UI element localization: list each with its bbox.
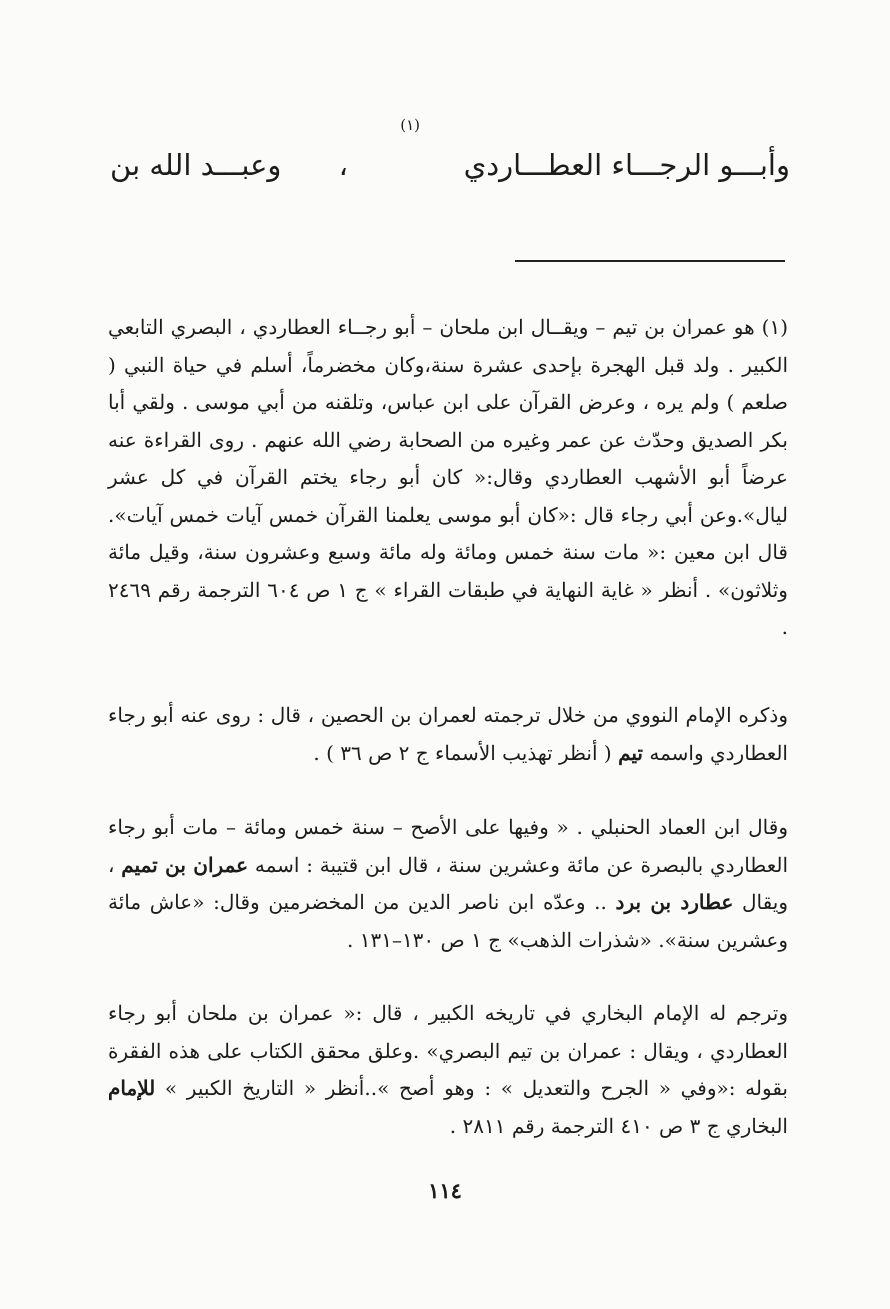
- fn4-text-c: البخاري ج ٣ ص ٤١٠ الترجمة رقم ٢٨١١ .: [449, 1113, 788, 1138]
- fn2-bold-name: تيم: [618, 740, 643, 765]
- footnote-reference-marker: (١): [400, 116, 420, 134]
- footnote-paragraph-3: [108, 809, 788, 959]
- fn4-bold-word: للإمام: [108, 1076, 156, 1100]
- fn3-text-a: وقال ابن العماد الحنبلي . « وفيها على الأصح – سنة خمس ومائة – مات أبو رجاء العطاردي بالبصرة عن مائة وعشرين سنة ، قال ابن قتيبة : اسمه: [108, 815, 789, 877]
- footnote-separator-line: [515, 260, 785, 262]
- footnote-paragraph-4: [108, 995, 788, 1145]
- fn3-text-c: ، ويقال: [108, 852, 788, 914]
- fn3-bold-name-2: عطارد بن برد: [615, 890, 734, 914]
- fn2-text-a: وذكره الإمام النووي من خلال ترجمته لعمران بن الحصين ، قال : روى عنه أبو رجاء العطاردي واسمه: [108, 703, 788, 765]
- fn3-bold-name-1: عمران بن تميم: [121, 852, 249, 877]
- fn2-text-c: ( أنظر تهذيب الأسماء ج ٢ ص ٣٦ ) .: [313, 740, 619, 765]
- footnote-paragraph-2: [108, 697, 788, 772]
- main-text-part1: وأبـــو الرجـــاء العطـــاردي: [463, 148, 790, 182]
- fn3-text-e: .. وعدّه ابن ناصر الدين من المخضرمين وقال: «عاش مائة وعشرين سنة». «شذرات الذهب» ج ١ ص ١٣٠–١٣١ .: [108, 890, 788, 952]
- footnote-paragraph-1: (١) هو عمران بن تيم – ويقــال ابن ملحان – أبو رجــاء العطاردي ، البصري التابعي الكبير . ولد قبل الهجرة بإحدى عشرة سنة،وكان مخضرماً، أسلم في حياة النبي ( صلعم ) ولم يره ، وعرض القرآن على ابن عباس، وتلقنه من أبي موسى . ولقي أبا بكر الصديق وحدّث عن عمر وغيره من الصحابة رضي الله عنهم . روى القراءة عنه عرضاً أبو الأشهب العطاردي وقال:« كان أبو رجاء يختم القرآن في كل عشر ليال».وعن أبي رجاء قال :«كان أبو موسى يعلمنا القرآن خمس آيات خمس آيات». قال ابن معين :« مات سنة خمس ومائة وله مائة وسبع وعشرون سنة، وقيل مائة وثلاثون» . أنظر « غاية النهاية في طبقات القراء » ج ١ ص ٦٠٤ الترجمة رقم ٢٤٦٩ .: [108, 315, 788, 639]
- fn4-text-a: وترجم له الإمام البخاري في تاريخه الكبير ، قال :« عمران بن ملحان أبو رجاء العطاردي ، ويقال : عمران بن تيم البصري» .وعلق محقق الكتاب على هذه الفقرة بقوله :«وفي « الجرح والتعديل » : وهو أصح »..أنظر « التاريخ الكبير »: [108, 1001, 788, 1100]
- main-text-part2: وعبـــد الله بن: [110, 148, 282, 182]
- page-number: ١١٤: [428, 1178, 462, 1203]
- main-text-comma: ،: [338, 148, 348, 182]
- main-text-line: [100, 116, 790, 195]
